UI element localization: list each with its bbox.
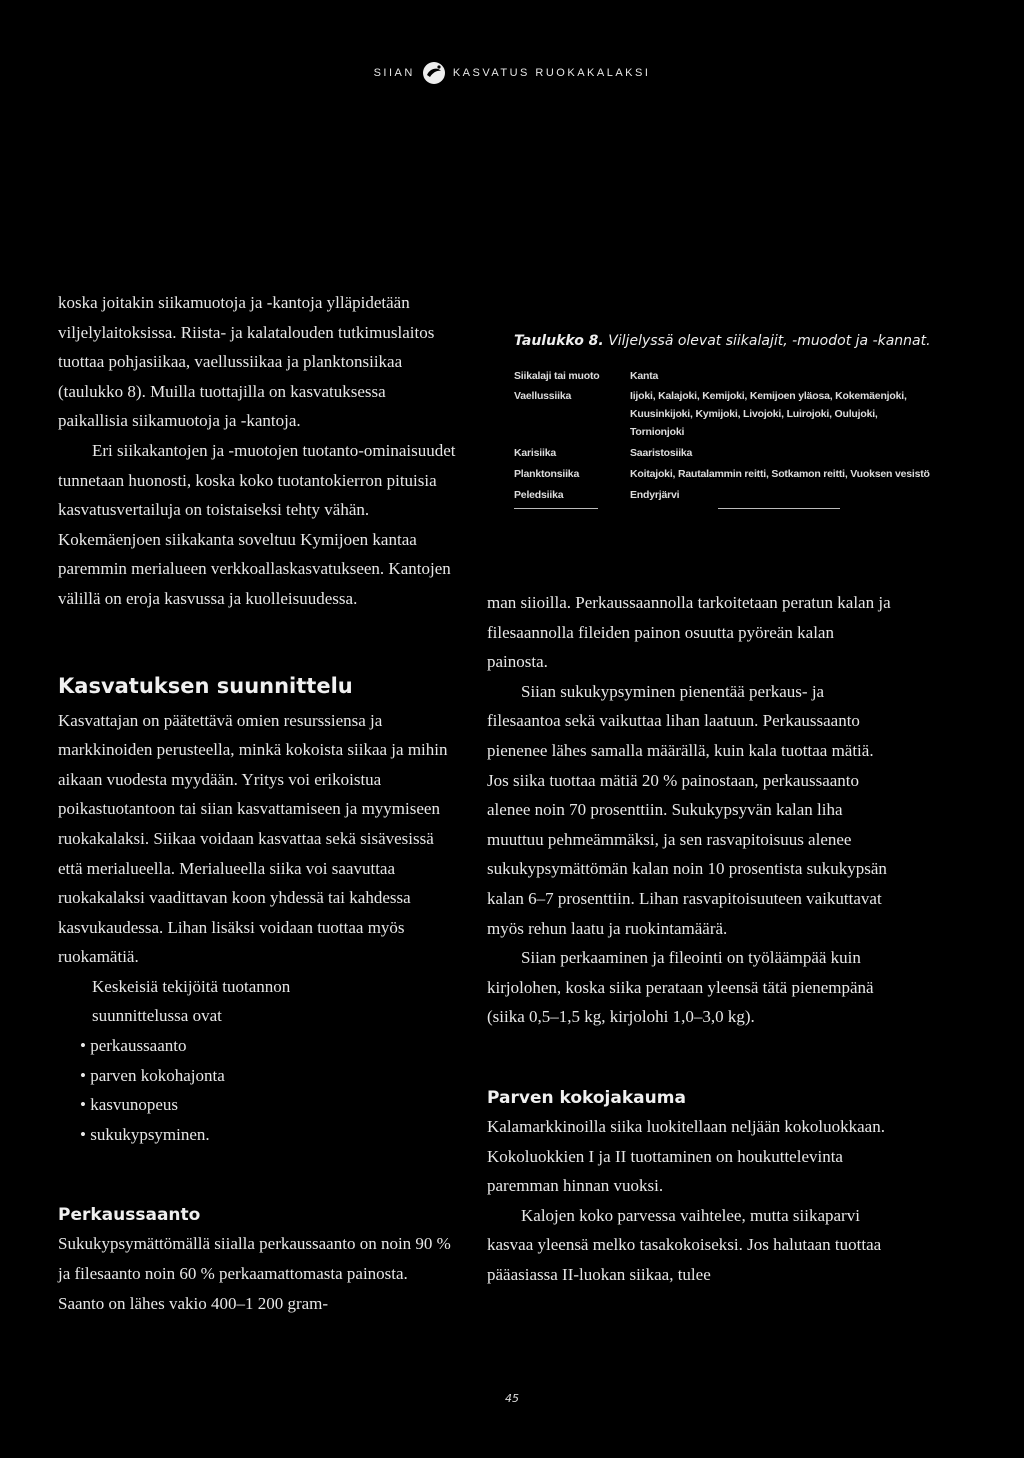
page-number: 45	[505, 1392, 519, 1405]
column-header-laji: Siikalaji tai muoto	[514, 370, 600, 382]
list-item: • parven kokohajonta	[80, 1061, 458, 1091]
section3-paragraph-2: Kalojen koko parvessa vaihtelee, mutta siikaparvi kasvaa yleensä melko tasakokoiseksi. Jos halutaan tuottaa pääasiassa II-luokan siikaa, tulee	[487, 1205, 882, 1284]
table-cell-kanta: Iijoki, Kalajoki, Kemijoki, Kemijoen yläosa, Kokemäenjoki, Kuusinkijoki, Kymijoki, Livojoki, Luirojoki, Oulujoki, Tornionjoki	[630, 390, 907, 438]
list-item: • perkaussaanto	[80, 1031, 458, 1061]
table-row	[514, 486, 930, 507]
left-column	[58, 288, 458, 1318]
table-row	[514, 444, 930, 465]
section-heading-parven-kokojakauma: Parven kokojakauma	[487, 1087, 686, 1108]
table-rule-left	[514, 508, 598, 509]
table-rule-right	[718, 508, 840, 509]
running-header	[0, 60, 1024, 86]
header-left-text: SIIAN	[373, 67, 415, 79]
section3-paragraph-1: Kalamarkkinoilla siika luokitellaan neljään kokoluokkaan. Kokoluokkien I ja II tuottaminen on houkuttelevinta paremman hinnan vuoksi.	[487, 1116, 885, 1196]
table-cell-laji: Peledsiika	[514, 489, 564, 501]
section-heading-kasvatuksen-suunnittelu: Kasvatuksen suunnittelu	[58, 673, 353, 698]
table-cell-kanta: Koitajoki, Rautalammin reitti, Sotkamon reitti, Vuoksen vesistö	[630, 468, 930, 480]
column-header-kanta: Kanta	[630, 370, 659, 382]
table-row	[514, 387, 930, 444]
right-paragraph-3: Siian perkaaminen ja fileointi on työläämpää kuin kirjolohen, koska siika perataan yleensä tätä pienempänä (siika 0,5–1,5 kg, kirjolohi 1,0–3,0 kg).	[487, 948, 874, 1027]
intro-paragraph-2: Eri siikakantojen ja -muotojen tuotanto-ominaisuudet tunnetaan huonosti, koska koko tuotantokierron pituisia kasvatusvertailuja on toistaiseksi tehty vähän. Kokemäenjoen siikakanta soveltuu Kymijoen kantaa paremmin merialueen verkkoallaskasvatukseen. Kantojen välillä on eroja kasvussa ja kuolleisuudessa.	[58, 440, 456, 608]
right-paragraph-2: Siian sukukypsyminen pienentää perkaus- ja filesaantoa sekä vaikuttaa lihan laatuun. Perkaussaanto pienenee lähes samalla määrällä, kuin kala tuottaa mätiä. Jos siika tuottaa mätiä 20 % painostaan, perkaussaanto alenee noin 70 prosenttiin. Sukukypsyvän kalan liha muuttuu pehmeämmäksi, ja sen rasvapitoisuus alenee sukukypsymättömän kalan noin 10 prosentista sukukypsän kalan 6–7 prosenttiin. Lihan rasvapitoisuuteen vaikuttavat myös rehun laatu ja ruokintamäärä.	[487, 681, 887, 938]
intro-paragraph-1: koska joitakin siikamuotoja ja -kantoja ylläpidetään viljelylaitoksissa. Riista- ja kalatalouden tutkimuslaitos tuottaa pohjasiikaa, vaellussiikaa ja planktonsiikaa (taulukko 8). Muilla tuottajilla on kasvatuksessa paikallisia siikamuotoja ja -kantoja.	[58, 293, 435, 431]
table-cell-kanta: Endyrjärvi	[630, 489, 680, 501]
table-caption-label: Taulukko 8.	[514, 333, 604, 349]
table-row	[514, 465, 930, 486]
table-caption-text: Viljelyssä olevat siikalajit, -muodot ja -kannat.	[608, 333, 931, 349]
fish-logo-icon	[421, 60, 447, 86]
key-factors-list	[58, 1031, 458, 1149]
right-column	[487, 588, 897, 1289]
species-table	[514, 367, 930, 507]
table-cell-laji: Planktonsiika	[514, 468, 580, 480]
section2-paragraph: Sukukypsymättömällä siialla perkaussaanto on noin 90 % ja filesaanto noin 60 % perkaamattomasta painosta. Saanto on lähes vakio 400–1 200 gram-	[58, 1234, 451, 1313]
list-item: • sukukypsyminen.	[80, 1120, 458, 1150]
table-cell-kanta: Saaristosiika	[630, 447, 693, 459]
table-cell-laji: Karisiika	[514, 447, 556, 459]
section-heading-perkaussaanto: Perkaussaanto	[58, 1205, 201, 1226]
header-right-text: KASVATUS RUOKAKALAKSI	[452, 67, 651, 79]
key-factors-intro: Keskeisiä tekijöitä tuotannon suunnittelussa ovat	[92, 976, 291, 1026]
table-caption	[514, 333, 954, 349]
list-item: • kasvunopeus	[80, 1090, 458, 1120]
table-8	[514, 333, 954, 507]
table-header-row	[514, 367, 930, 387]
section1-paragraph: Kasvattajan on päätettävä omien resurssiensa ja markkinoiden perusteella, minkä kokoista siikaa ja mihin aikaan vuodesta myydään. Yritys voi erikoistua poikastuotantoon tai siian kasvattamiseen ja myymiseen ruokakalaksi. Siikaa voidaan kasvattaa sekä sisävesissä että merialueella. Merialueella siika voi saavuttaa ruokakalaksi vaadittavan koon yhdessä tai kahdessa kasvukaudessa. Lihan lisäksi voidaan tuottaa myös ruokamätiä.	[58, 710, 448, 967]
table-cell-laji: Vaellussiika	[514, 390, 572, 402]
right-paragraph-1: man siioilla. Perkaussaannolla tarkoitetaan peratun kalan ja filesaannolla fileiden painon osuutta pyöreän kalan painosta.	[487, 593, 891, 672]
